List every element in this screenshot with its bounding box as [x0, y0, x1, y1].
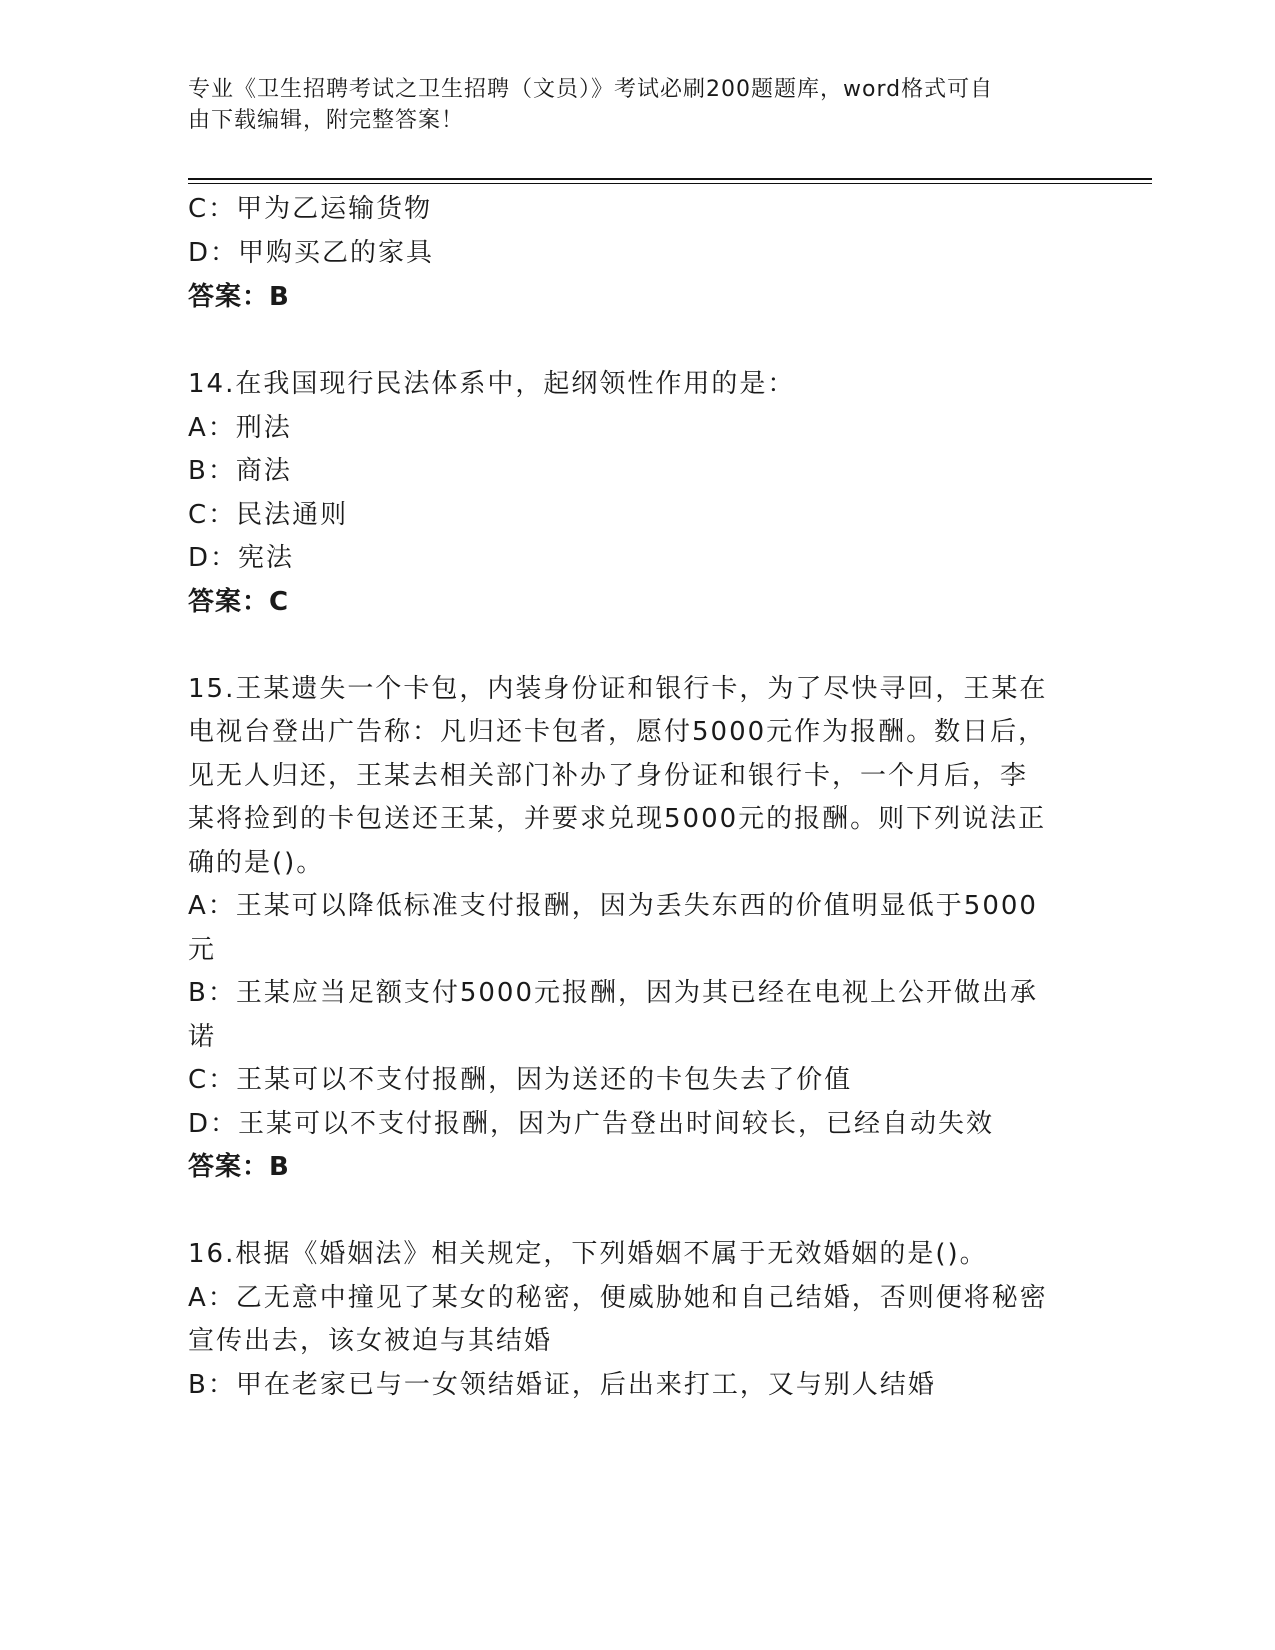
- header-line-1: 专业《卫生招聘考试之卫生招聘（文员）》考试必刷200题题库，word格式可自: [188, 77, 994, 102]
- q15-question-line: 电视台登出广告称：凡归还卡包者，愿付5000元作为报酬。数日后，: [188, 717, 1047, 747]
- q15-option-d: D：王某可以不支付报酬，因为广告登出时间较长，已经自动失效: [188, 1109, 995, 1139]
- q16-option-b: B：甲在老家已与一女领结婚证，后出来打工，又与别人结婚: [188, 1370, 936, 1400]
- document-header: [188, 74, 1068, 136]
- q13-option-d: D：甲购买乙的家具: [188, 238, 435, 268]
- q15-question-line: 某将捡到的卡包送还王某，并要求兑现5000元的报酬。则下列说法正: [188, 804, 1047, 834]
- header-divider-thin: [188, 183, 1152, 184]
- header-divider-thick: [188, 178, 1152, 180]
- q15-option-a-line: A：王某可以降低标准支付报酬，因为丢失东西的价值明显低于5000: [188, 891, 1038, 921]
- q14-option-a: A：刑法: [188, 413, 292, 443]
- q16-option-a-line: A：乙无意中撞见了某女的秘密，便威胁她和自己结婚，否则便将秘密: [188, 1283, 1048, 1313]
- q15-question-line: 见无人归还，王某去相关部门补办了身份证和银行卡，一个月后，李: [188, 761, 1029, 791]
- q14-option-b: B：商法: [188, 456, 292, 486]
- q15-question-line: 确的是()。: [188, 848, 325, 878]
- q13-option-c: C：甲为乙运输货物: [188, 194, 433, 224]
- q15-option-b-line: B：王某应当足额支付5000元报酬，因为其已经在电视上公开做出承: [188, 978, 1039, 1008]
- q14-option-c: C：民法通则: [188, 500, 349, 530]
- header-line-2: 由下载编辑，附完整答案！: [188, 108, 465, 133]
- q15-option-c: C：王某可以不支付报酬，因为送还的卡包失去了价值: [188, 1065, 853, 1095]
- q15-question-line: 15.王某遗失一个卡包，内装身份证和银行卡，为了尽快寻回，王某在: [188, 674, 1048, 704]
- q14-answer: 答案：C: [188, 587, 290, 617]
- q15-answer: 答案：B: [188, 1152, 290, 1182]
- q16-question: 16.根据《婚姻法》相关规定，下列婚姻不属于无效婚姻的是()。: [188, 1239, 988, 1269]
- q15-option-a-line: 元: [188, 935, 217, 965]
- q14-option-d: D：宪法: [188, 543, 295, 573]
- q14-question: 14.在我国现行民法体系中，起纲领性作用的是：: [188, 369, 796, 399]
- q13-answer: 答案：B: [188, 282, 290, 312]
- q16-option-a-line: 宣传出去，该女被迫与其结婚: [188, 1326, 553, 1356]
- q15-option-b-line: 诺: [188, 1022, 217, 1052]
